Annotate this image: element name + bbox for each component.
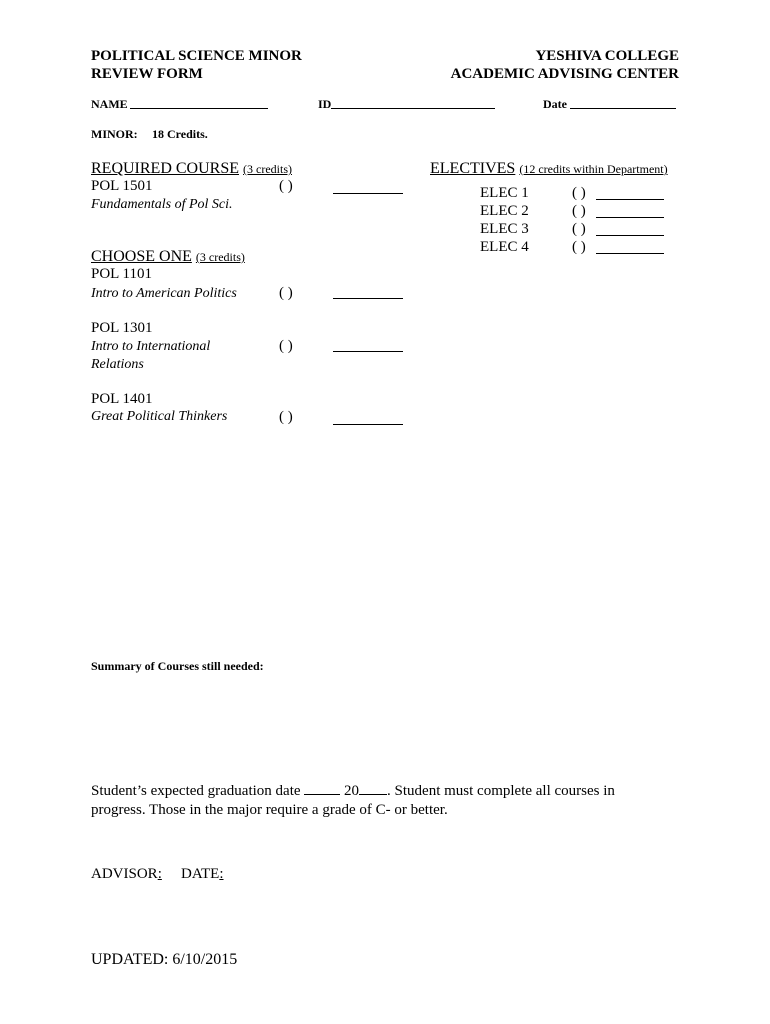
institution-line1: YESHIVA COLLEGE (535, 48, 679, 64)
advisor-label: ADVISOR (91, 866, 158, 882)
graduation-line1 (91, 781, 615, 801)
minor-credits: 18 Credits. (152, 127, 208, 141)
minor-label: MINOR: (91, 127, 138, 141)
required-credits: (3 credits) (243, 162, 292, 176)
advisor-date-colon: : (219, 866, 224, 882)
course-checkbox[interactable]: ( ) (279, 409, 293, 425)
electives-title: ELECTIVES (430, 160, 516, 177)
elective-checkbox[interactable]: ( ) (572, 185, 586, 201)
required-title: REQUIRED COURSE (91, 160, 240, 177)
graduation-text-b: 20 (344, 783, 360, 799)
elective-checkbox[interactable]: ( ) (572, 239, 586, 255)
id-field[interactable] (331, 108, 495, 109)
institution-header (451, 47, 679, 83)
elective-grade-line[interactable] (596, 253, 664, 254)
name-field[interactable] (130, 108, 268, 109)
graduation-line2: progress. Those in the major require a grade of C- or better. (91, 802, 448, 818)
course-code: POL 1401 (91, 391, 153, 407)
course-code: POL 1301 (91, 320, 153, 336)
date-field[interactable] (570, 108, 676, 109)
graduation-text-a: Student’s expected graduation date (91, 783, 301, 799)
course-checkbox[interactable]: ( ) (279, 338, 293, 354)
date-label: Date (543, 97, 567, 111)
choose-one-credits: (3 credits) (195, 250, 245, 264)
id-label: ID (318, 97, 332, 111)
course-name-line2: Relations (91, 357, 144, 372)
required-course-code: POL 1501 (91, 178, 153, 194)
graduation-statement (91, 781, 615, 820)
advisor-signature (91, 865, 162, 884)
required-grade-line[interactable] (333, 193, 403, 194)
choose-one-title: CHOOSE ONE (91, 248, 192, 265)
institution-line2: ACADEMIC ADVISING CENTER (450, 66, 679, 82)
course-grade-line[interactable] (333, 351, 403, 352)
elective-label: ELEC 4 (480, 239, 529, 255)
required-checkbox[interactable]: ( ) (279, 178, 293, 194)
advisor-colon: : (157, 866, 162, 882)
graduation-month-blank[interactable] (304, 781, 340, 795)
name-label: NAME (91, 97, 128, 111)
choose-one-heading (91, 248, 245, 266)
form-title-line1: POLITICAL SCIENCE MINOR (91, 48, 302, 64)
advisor-date-label: DATE (181, 866, 220, 882)
elective-grade-line[interactable] (596, 235, 664, 236)
elective-checkbox[interactable]: ( ) (572, 203, 586, 219)
elective-label: ELEC 1 (480, 185, 529, 201)
required-course-name: Fundamentals of Pol Sci. (91, 197, 233, 212)
course-name: Great Political Thinkers (91, 409, 228, 424)
elective-checkbox[interactable]: ( ) (572, 221, 586, 237)
elective-grade-line[interactable] (596, 217, 664, 218)
course-name: Intro to International (91, 339, 211, 354)
course-checkbox[interactable]: ( ) (279, 285, 293, 301)
form-title (91, 47, 302, 83)
course-code: POL 1101 (91, 266, 152, 282)
course-name: Intro to American Politics (91, 286, 237, 301)
summary-label: Summary of Courses still needed: (91, 659, 264, 673)
course-grade-line[interactable] (333, 424, 403, 425)
advisor-date (181, 865, 224, 884)
updated-date: UPDATED: 6/10/2015 (91, 951, 238, 968)
elective-label: ELEC 2 (480, 203, 529, 219)
elective-label: ELEC 3 (480, 221, 529, 237)
graduation-text-c: . Student must complete all courses in (387, 783, 615, 799)
required-course-heading (91, 160, 292, 178)
form-title-line2: REVIEW FORM (91, 66, 203, 82)
course-grade-line[interactable] (333, 298, 403, 299)
electives-credits: (12 credits within Department) (519, 162, 668, 176)
electives-heading (430, 160, 668, 178)
graduation-year-blank[interactable] (359, 781, 387, 795)
elective-grade-line[interactable] (596, 199, 664, 200)
